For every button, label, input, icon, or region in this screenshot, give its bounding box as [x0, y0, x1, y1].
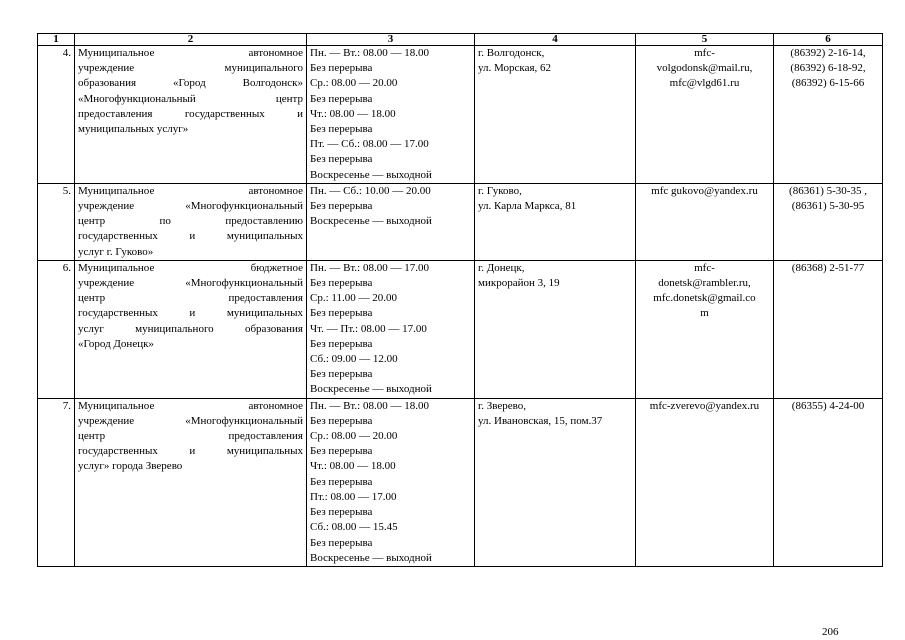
organization-name: [75, 398, 307, 566]
text-line: (86392) 6-15-66: [791, 77, 865, 90]
text-line: центр по предоставлению: [78, 215, 303, 228]
email: [636, 183, 774, 260]
working-hours: [307, 46, 475, 184]
text-line: Муниципальное автономное: [78, 47, 303, 59]
text-line: Ср.: 08.00 — 20.00: [310, 430, 398, 443]
text-line: Без перерыва: [310, 506, 373, 519]
text-line: Ср.: 08.00 — 20.00: [310, 77, 398, 90]
text-line: Пн. — Вт.: 08.00 — 18.00: [310, 399, 429, 412]
text-line: муниципальных услуг»: [78, 123, 189, 136]
text-line: услуг муниципального образования: [78, 322, 303, 335]
text-line: учреждение «Многофункциональный: [78, 414, 303, 427]
table-body: [38, 46, 883, 567]
text-line: г. Волгодонск,: [478, 47, 545, 59]
organization-name: [75, 46, 307, 184]
text-line: (86361) 5-30-35 ,: [789, 184, 867, 197]
text-line: Сб.: 08.00 — 15.45: [310, 521, 398, 534]
text-line: Пт.: 08.00 — 17.00: [310, 490, 397, 503]
text-line: (86392) 2-16-14,: [790, 47, 866, 59]
text-line: (86361) 5-30-95: [791, 200, 865, 213]
text-line: Чт. — Пт.: 08.00 — 17.00: [310, 322, 427, 335]
text-line: Без перерыва: [310, 475, 373, 488]
table-row: [38, 46, 883, 184]
column-header-2: 2: [75, 34, 307, 46]
text-line: volgodonsk@mail.ru,: [656, 62, 753, 75]
email: [636, 260, 774, 398]
text-line: mfc-zverevo@yandex.ru: [649, 399, 760, 412]
text-line: ул. Карла Маркса, 81: [478, 200, 577, 213]
text-line: mfc@vlgd61.ru: [669, 77, 740, 90]
row-number: 5.: [38, 183, 75, 260]
row-number: 4.: [38, 46, 75, 184]
text-line: услуг г. Гуково»: [78, 245, 154, 258]
page-number: 206: [822, 626, 839, 638]
email: [636, 46, 774, 184]
text-line: учреждение «Многофункциональный: [78, 277, 303, 290]
text-line: «Город Донецк»: [78, 337, 154, 350]
text-line: г. Гуково,: [478, 184, 522, 197]
text-line: государственных и муниципальных: [78, 230, 303, 243]
text-line: Без перерыва: [310, 62, 373, 75]
phone: [774, 183, 883, 260]
text-line: Без перерыва: [310, 200, 373, 213]
text-line: Пн. — Вт.: 08.00 — 17.00: [310, 261, 429, 274]
text-line: Без перерыва: [310, 277, 373, 290]
phone: [774, 398, 883, 566]
text-line: центр предоставления: [78, 292, 303, 305]
text-line: mfc.donetsk@gmail.co: [653, 292, 756, 305]
organization-name: [75, 260, 307, 398]
column-header-6: 6: [774, 34, 883, 46]
mfc-table: [37, 33, 883, 567]
phone: [774, 46, 883, 184]
text-line: ул. Ивановская, 15, пом.37: [478, 414, 603, 427]
text-line: Воскресенье — выходной: [310, 168, 432, 181]
text-line: государственных и муниципальных: [78, 445, 303, 458]
text-line: центр предоставления: [78, 430, 303, 443]
header-row: [38, 34, 883, 46]
text-line: (86368) 2-51-77: [791, 261, 865, 274]
text-line: предоставления государственных и: [78, 107, 303, 120]
text-line: donetsk@rambler.ru,: [658, 277, 751, 290]
text-line: Без перерыва: [310, 337, 373, 350]
text-line: Ср.: 11.00 — 20.00: [310, 292, 397, 305]
text-line: учреждение муниципального: [78, 62, 303, 75]
text-line: «Многофункциональный центр: [78, 92, 303, 105]
text-line: m: [700, 307, 709, 320]
text-line: mfc-: [694, 47, 715, 59]
text-line: Пт. — Сб.: 08.00 — 17.00: [310, 138, 429, 151]
text-line: Без перерыва: [310, 536, 373, 549]
text-line: г. Зверево,: [478, 399, 527, 412]
text-line: Без перерыва: [310, 123, 373, 136]
table-row: [38, 260, 883, 398]
table-row: [38, 183, 883, 260]
text-line: учреждение «Многофункциональный: [78, 200, 303, 213]
text-line: Без перерыва: [310, 307, 373, 320]
address: [475, 46, 636, 184]
text-line: образования «Город Волгодонск»: [78, 77, 303, 90]
address: [475, 260, 636, 398]
text-line: Воскресенье — выходной: [310, 383, 432, 396]
text-line: г. Донецк,: [478, 261, 525, 274]
text-line: Без перерыва: [310, 368, 373, 381]
text-line: ул. Морская, 62: [478, 62, 552, 75]
text-line: Воскресенье — выходной: [310, 551, 432, 564]
text-line: Без перерыва: [310, 445, 373, 458]
text-line: микрорайон 3, 19: [478, 277, 560, 290]
organization-name: [75, 183, 307, 260]
text-line: Без перерыва: [310, 92, 373, 105]
address: [475, 183, 636, 260]
text-line: Сб.: 09.00 — 12.00: [310, 353, 398, 366]
column-header-4: 4: [475, 34, 636, 46]
working-hours: [307, 183, 475, 260]
text-line: услуг» города Зверево: [78, 460, 183, 473]
text-line: Чт.: 08.00 — 18.00: [310, 107, 396, 120]
column-header-3: 3: [307, 34, 475, 46]
column-header-1: 1: [38, 34, 75, 46]
text-line: Муниципальное автономное: [78, 184, 303, 197]
text-line: Воскресенье — выходной: [310, 215, 432, 228]
working-hours: [307, 398, 475, 566]
text-line: Пн. — Сб.: 10.00 — 20.00: [310, 184, 431, 197]
text-line: государственных и муниципальных: [78, 307, 303, 320]
phone: [774, 260, 883, 398]
table-row: [38, 398, 883, 566]
address: [475, 398, 636, 566]
text-line: Пн. — Вт.: 08.00 — 18.00: [310, 47, 429, 59]
text-line: Муниципальное автономное: [78, 399, 303, 412]
text-line: mfc gukovo@yandex.ru: [651, 184, 758, 197]
row-number: 6.: [38, 260, 75, 398]
text-line: Без перерыва: [310, 153, 373, 166]
text-line: mfc-: [694, 261, 715, 274]
text-line: Чт.: 08.00 — 18.00: [310, 460, 396, 473]
email: [636, 398, 774, 566]
text-line: (86355) 4-24-00: [791, 399, 865, 412]
working-hours: [307, 260, 475, 398]
row-number: 7.: [38, 398, 75, 566]
table-header: [38, 34, 883, 46]
column-header-5: 5: [636, 34, 774, 46]
text-line: Без перерыва: [310, 414, 373, 427]
text-line: (86392) 6-18-92,: [790, 62, 866, 75]
text-line: Муниципальное бюджетное: [78, 261, 303, 274]
